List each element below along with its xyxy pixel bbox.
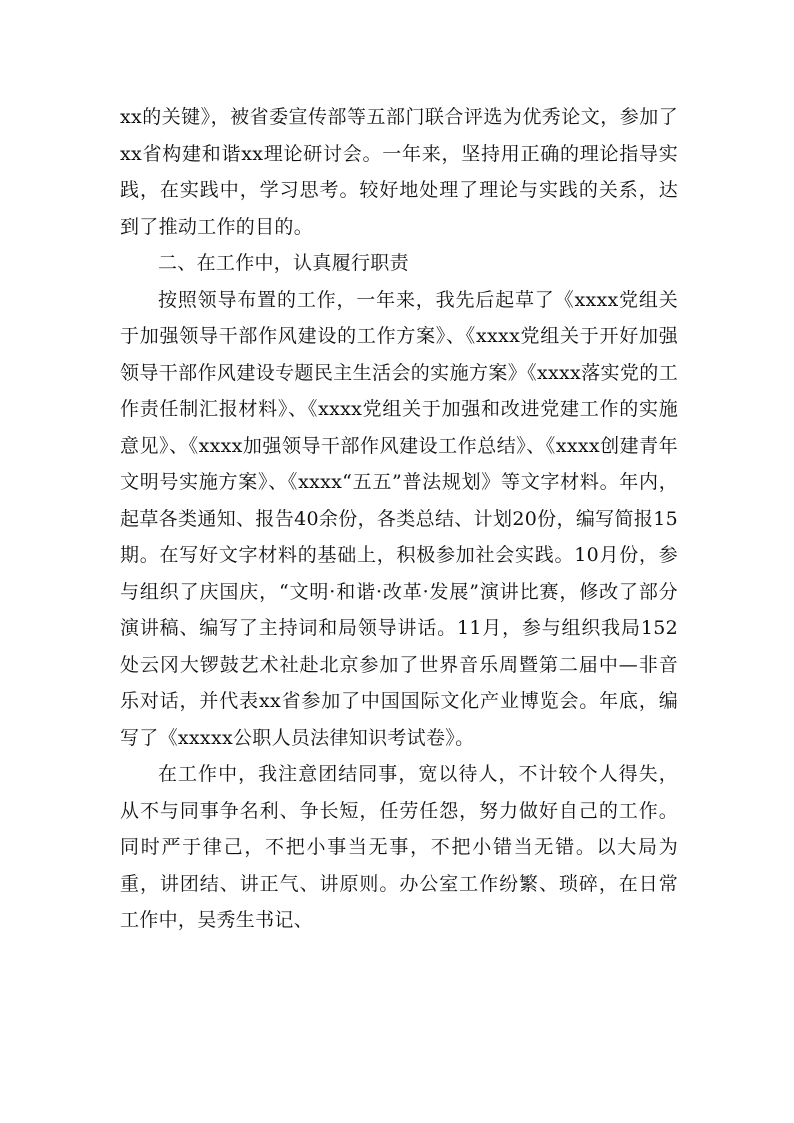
paragraph-continuation: xx的关键》，被省委宣传部等五部门联合评选为优秀论文，参加了xx省构建和谐xx理论研讨会。一年来，坚持用正确的理论指导实践，在实践中，学习思考。较好地处理了理论与实践的关系，达到了推动工作的目的。	[120, 106, 678, 238]
section-heading: 二、在工作中，认真履行职责	[158, 252, 409, 274]
document-body	[120, 99, 678, 939]
paragraph-teamwork: 在工作中，我注意团结同事，宽以待人，不计较个人得失，从不与同事争名利、争长短，任劳任怨，努力做好自己的工作。同时严于律己，不把小事当无事，不把小错当无错。以大局为重，讲团结、讲正气、讲原则。办公室工作纷繁、琐碎，在日常工作中，吴秀生书记、	[120, 763, 678, 931]
paragraph-work-items: 按照领导布置的工作，一年来，我先后起草了《xxxx党组关于加强领导干部作风建设的工作方案》、《xxxx党组关于开好加强领导干部作风建设专题民主生活会的实施方案》《xxxx落实党的工作责任制汇报材料》、《xxxx党组关于加强和改进党建工作的实施意见》、《xxxx加强领导干部作风建设工作总结》、《xxxx创建青年文明号实施方案》、《xxxx“五五”普法规划》等文字材料。年内，起草各类通知、报告40余份，各类总结、计划20份，编写简报15期。在写好文字材料的基础上，积极参加社会实践。10月份，参与组织了庆国庆，“文明·和谐·改革·发展”演讲比赛，修改了部分演讲稿、编写了主持词和局领导讲话。11月，参与组织我局152处云冈大锣鼓艺术社赴北京参加了世界音乐周暨第二届中—非音乐对话，并代表xx省参加了中国国际文化产业博览会。年底，编写了《xxxxx公职人员法律知识考试卷》。	[120, 288, 678, 749]
